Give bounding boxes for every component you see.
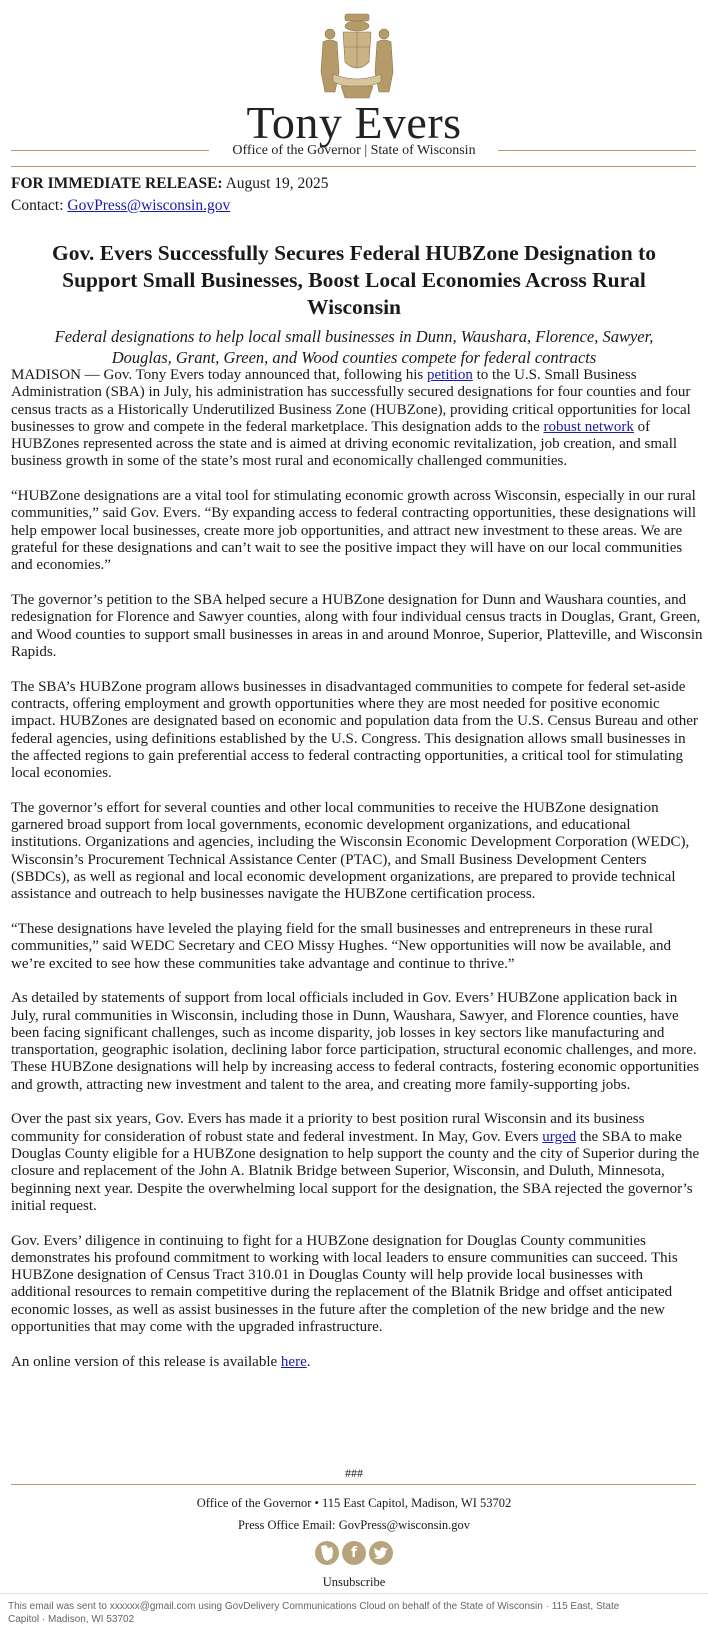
p8-text-b: the SBA to make Douglas County eligible for a HUBZone designation to help support the county and the city of Superior during the closure and replacement of the John A. Blatnik Bridge between Superior, Wisconsin, and Duluth, Minnesota, beginning next year. Despite the overwhelming local support for the designation, the SBA rejected the governor’s initial request.: [11, 1128, 700, 1214]
release-date: August 19, 2025: [225, 175, 329, 192]
paragraph-5: The governor’s effort for several counties and other local communities to receive the HUBZone designation garnered broad support from local governments, economic development organizations, and educational institutions. Organizations and agencies, including the Wisconsin Economic Development Corporation (WEDC), Wisconsin’s Procurement Technical Assistance Center (PTAC), and Small Business Development Centers (SBDCs), as well as regional and local economic development organizations, are prepared to provide technical assistance and outreach to help businesses navigate the HUBZone certification process.: [11, 799, 690, 903]
petition-link[interactable]: petition: [427, 367, 473, 383]
footer-address: Office of the Governor • 115 East Capitol, Madison, WI 53702: [196, 1496, 512, 1510]
paragraph-2: “HUBZone designations are a vital tool for stimulating economic growth across Wisconsin, especially in our rural communities,” said Gov. Evers. “By expanding access to federal contracting opportunities, these designations will help empower local businesses, create more job opportunities, and attract new investment to these areas. We are grateful for these designations and can’t wait to see the positive impact they will have on our local communities and economies.”: [11, 488, 697, 574]
paragraph-6: “These designations have leveled the playing field for the small businesses and entrepreneurs in these rural communities,” said WEDC Secretary and CEO Missy Hughes. “New opportunities will now be available, and we’re excited to see how these communities take advantage and continue to thrive.”: [11, 920, 671, 972]
paragraph-10: [11, 1354, 703, 1371]
paragraph-1: [11, 367, 703, 471]
notice-divider: [0, 1593, 708, 1594]
header-bottom-rule: [11, 166, 696, 167]
footer-email: Press Office Email: GovPress@wisconsin.gov: [237, 1518, 471, 1532]
release-label: FOR IMMEDIATE RELEASE:: [11, 175, 223, 192]
paragraph-3: The governor’s petition to the SBA helped secure a HUBZone designation for Dunn and Waushara counties, and redesignation for Florence and Sawyer counties, along with four individual census tracts in Douglas, Grant, Green, and Wood counties to support small businesses in areas in and around Monroe, Superior, Platteville, and Wisconsin Rapids.: [11, 592, 703, 660]
headline: Gov. Evers Successfully Secures Federal HUBZone Designation to Support Small Businesses, Boost Local Economies Across Rural Wisconsin: [52, 241, 656, 319]
p10-text-a: An online version of this release is available: [11, 1353, 281, 1370]
p1-text-c: of HUBZones represented across the state and is aimed at driving economic revitalization, job creation, and small business growth in some of the state’s most rural and economically challenged communities.: [11, 418, 678, 470]
footer-rule: [11, 1484, 696, 1485]
twitter-icon[interactable]: [369, 1541, 393, 1565]
p1-text-a: MADISON — Gov. Tony Evers today announced that, following his: [11, 367, 427, 383]
wisconsin-map-icon[interactable]: [315, 1541, 339, 1565]
facebook-icon[interactable]: f: [342, 1541, 366, 1565]
robust-network-link[interactable]: robust network: [543, 418, 634, 435]
delivery-notice: This email was sent to xxxxxx@gmail.com using GovDelivery Communications Cloud on behalf of the State of Wisconsin · 115 East, State Capitol · Madison, WI 53702: [8, 1601, 620, 1625]
release-line: [11, 173, 329, 195]
p10-text-b: .: [306, 1353, 311, 1370]
paragraph-9: Gov. Evers’ diligence in continuing to fight for a HUBZone designation for Douglas County communities demonstrates his profound commitment to working with local leaders to ensure communities can succeed. This HUBZone designation of Census Tract 310.01 in Douglas County will help provide local businesses with additional resources to remain competitive during the replacement of the Blatnik Bridge and offset anticipated economic losses, as well as assist businesses in the future after the completion of the new bridge and the new opportunities that may come with the upgraded infrastructure.: [11, 1232, 678, 1336]
paragraph-4: The SBA’s HUBZone program allows businesses in disadvantaged communities to compete for federal set-aside contracts, offering employment and growth opportunities where they are most needed for positive economic impact. HUBZones are designated based on economic and population data from the U.S. Census Bureau and other federal agencies, using definitions established by the U.S. Congress. This designation allows small businesses in the affected regions to gain preferential access to federal contracting opportunities, a critical tool for stimulating local economies.: [11, 678, 698, 782]
p8-text-a: Over the past six years, Gov. Evers has made it a priority to best position rural Wisconsin and its business community for consideration of robust state and federal investment. In May, Gov. Evers: [11, 1111, 645, 1145]
unsubscribe-link[interactable]: Unsubscribe: [322, 1575, 386, 1589]
contact-email-link[interactable]: GovPress@wisconsin.gov: [67, 197, 231, 214]
contact-line: [11, 195, 329, 217]
p1-text-b: to the U.S. Small Business Administration (SBA) in July, his administration has successfully secured designations for four counties and four census tracts as a Historically Underutilized Business Zone (HUBZone), providing critical opportunities for local businesses to grow and compete in the federal marketplace. This designation adds to the: [11, 367, 691, 435]
release-info: [11, 173, 329, 217]
paragraph-8: [11, 1111, 703, 1215]
social-links: [315, 1541, 395, 1567]
end-marker: ###: [345, 1466, 363, 1480]
header-name: Tony Evers: [246, 97, 462, 148]
header-subtitle: Office of the Governor | State of Wisconsin: [232, 143, 476, 158]
here-link[interactable]: here: [280, 1353, 307, 1370]
wisconsin-state-seal-icon: [313, 12, 401, 102]
urged-link[interactable]: urged: [542, 1128, 577, 1145]
article-body: [11, 367, 703, 1388]
contact-label: Contact:: [11, 197, 64, 214]
subhead: Federal designations to help local small businesses in Dunn, Waushara, Florence, Sawyer, Douglas, Grant, Green, and Wood counties compete for federal contracts: [54, 327, 654, 367]
paragraph-7: As detailed by statements of support from local officials included in Gov. Evers’ HUBZone application back in July, rural communities in Wisconsin, including those in Dunn, Waushara, Sawyer, and Florence counties, have been facing significant challenges, such as income disparity, job losses in key sectors like manufacturing and transportation, geographic isolation, declining labor force participation, structural economic challenges, and more. These HUBZone designations will help by increasing access to federal contracts, fostering economic opportunities and growth, attracting new investment and talent to the area, and creating more family-supporting jobs.: [11, 990, 700, 1093]
